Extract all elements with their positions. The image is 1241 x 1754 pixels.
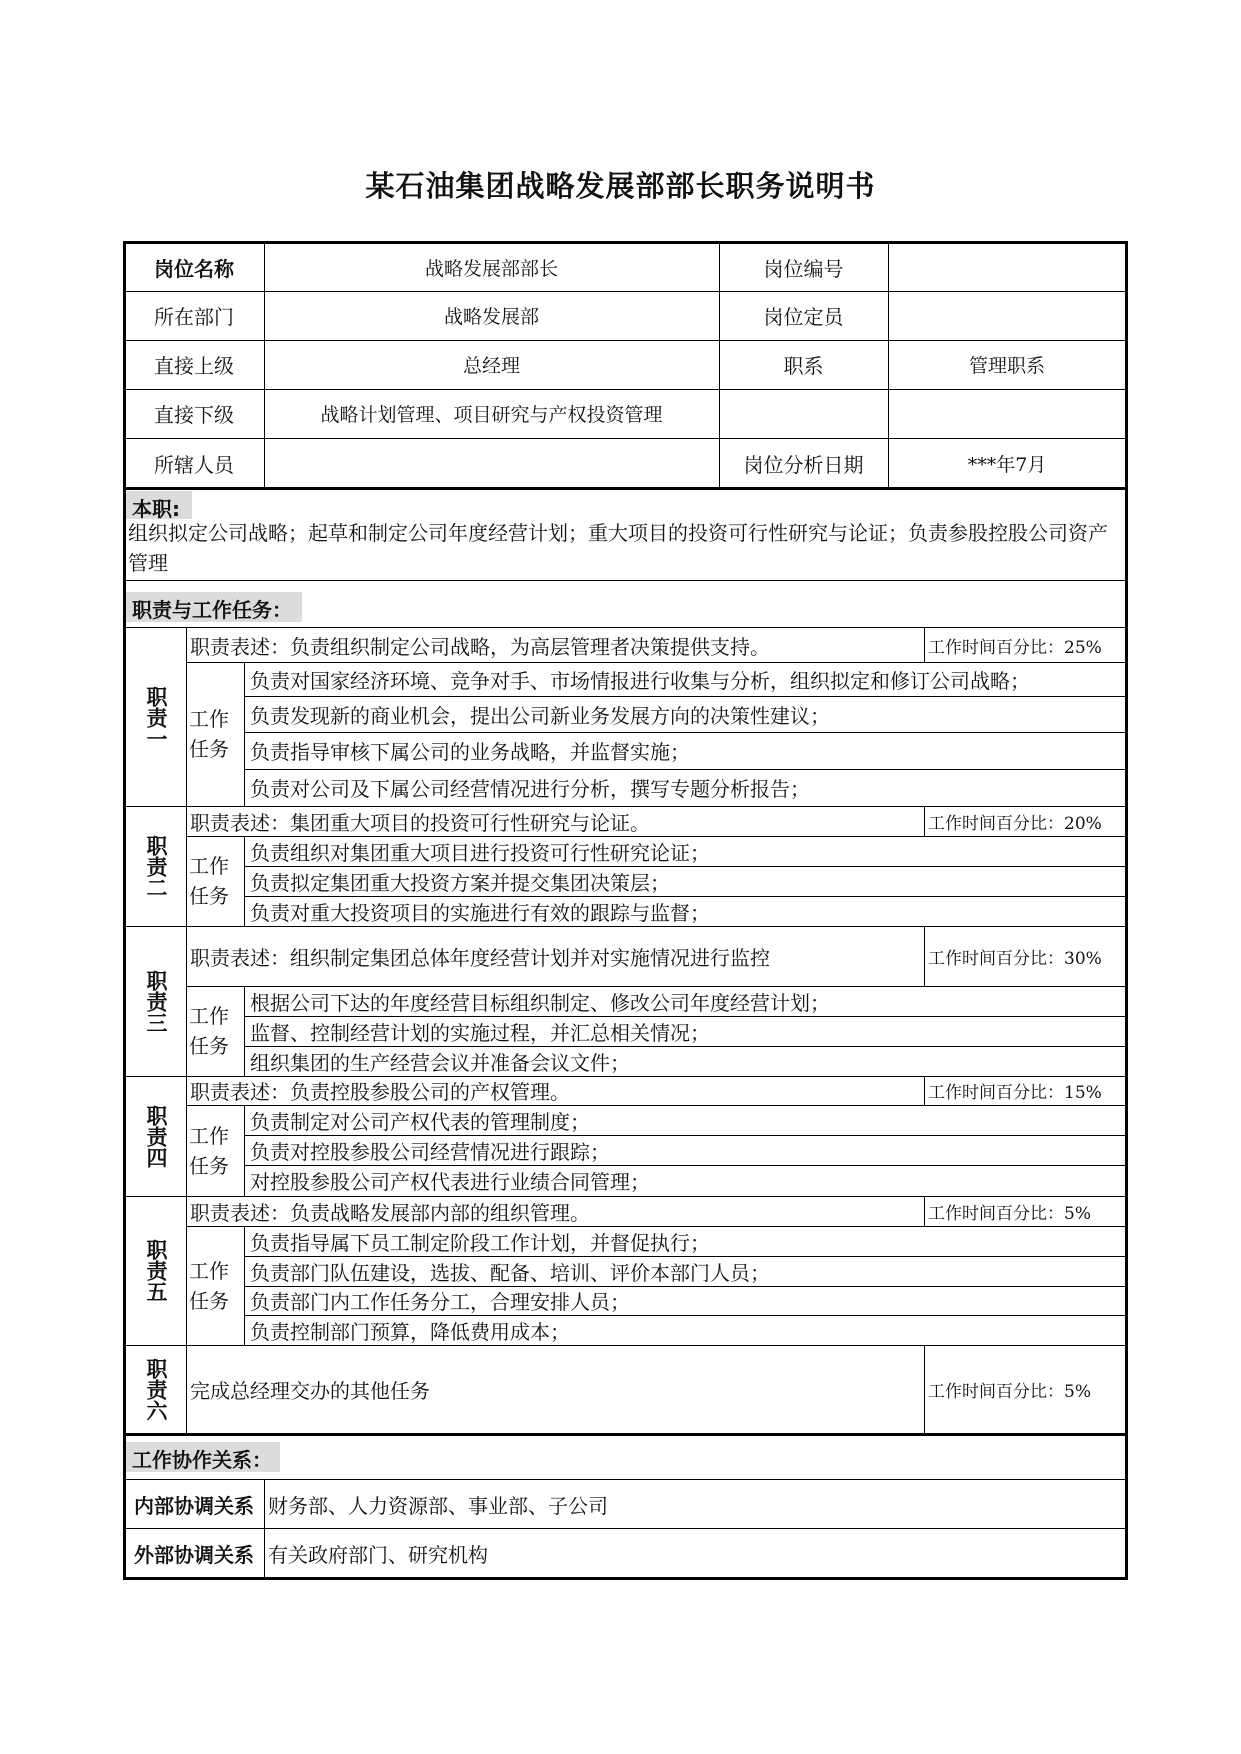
duty-4-percent: 工作时间百分比：15% (928, 1083, 1102, 1103)
duty-4-task-3: 对控股参股公司产权代表进行业绩合同管理； (250, 1170, 650, 1194)
subordinate-value: 战略计划管理、项目研究与产权投资管理 (320, 404, 663, 426)
duty-2-task-label: 工作任务 (189, 854, 229, 908)
analysis-date-value: ***年7月 (967, 453, 1047, 476)
headcount-value (888, 291, 1126, 340)
duty-3-task-3: 组织集团的生产经营会议并准备会议文件； (250, 1050, 630, 1075)
duty-5-statement: 职责表述：负责战略发展部内部的组织管理。 (190, 1200, 590, 1225)
duty-6-statement: 完成总经理交办的其他任务 (190, 1379, 430, 1403)
duty-5-task-1: 负责指导属下员工制定阶段工作计划，并督促执行； (250, 1230, 710, 1255)
external-relations-label: 外部协调关系 (134, 1542, 254, 1567)
duty-5-task-4: 负责控制部门预算，降低费用成本； (250, 1319, 570, 1344)
duty-6-label: 职责六 (144, 1358, 168, 1421)
duty-5-task-label: 工作任务 (189, 1258, 229, 1313)
duty-3-task-label: 工作任务 (189, 1004, 229, 1058)
staff-value (264, 438, 719, 488)
job-family-value: 管理职系 (968, 355, 1045, 377)
duty-2-label: 职责二 (144, 834, 168, 898)
duty-1-task-label: 工作任务 (189, 707, 229, 761)
duty-1-percent: 工作时间百分比：25% (928, 637, 1102, 658)
subordinate-label: 直接下级 (154, 403, 234, 427)
position-name-value: 战略发展部部长 (424, 257, 558, 280)
duty-3-percent: 工作时间百分比：30% (928, 948, 1102, 969)
job-family-label: 职系 (783, 354, 824, 378)
document-title: 某石油集团战略发展部部长职务说明书 (365, 169, 876, 203)
duty-5-task-2: 负责部门队伍建设，选拔、配备、培训、评价本部门人员； (250, 1260, 770, 1285)
duty-2-task-2: 负责拟定集团重大投资方案并提交集团决策层； (250, 870, 670, 895)
duty-1-task-3: 负责指导审核下属公司的业务战略，并监督实施； (250, 740, 690, 764)
internal-relations-label: 内部协调关系 (134, 1493, 254, 1518)
position-code-label: 岗位编号 (763, 256, 844, 281)
analysis-date-label: 岗位分析日期 (743, 452, 864, 477)
core-duty-text: 组织拟定公司战略；起草和制定公司年度经营计划；重大项目的投资可行性研究与论证；负责参股控股公司资产管理 (128, 521, 1108, 575)
internal-relations-value: 财务部、人力资源部、事业部、子公司 (268, 1493, 608, 1518)
position-name-label: 岗位名称 (154, 256, 234, 281)
duty-4-statement: 职责表述：负责控股参股公司的产权管理。 (190, 1080, 570, 1104)
duty-1-task-2: 负责发现新的商业机会，提出公司新业务发展方向的决策性建议； (250, 703, 830, 728)
superior-label: 直接上级 (154, 354, 234, 378)
duty-1-task-1: 负责对国家经济环境、竞争对手、市场情报进行收集与分析，组织拟定和修订公司战略； (250, 668, 1030, 693)
duty-2-percent: 工作时间百分比：20% (928, 813, 1102, 834)
core-duty-label: 本职: (126, 491, 192, 519)
headcount-label: 岗位定员 (763, 305, 844, 329)
duty-3-task-2: 监督、控制经营计划的实施过程，并汇总相关情况； (250, 1020, 710, 1045)
duty-4-label: 职责四 (144, 1104, 168, 1168)
duty-5-percent: 工作时间百分比：5% (928, 1203, 1091, 1224)
duty-2-statement: 职责表述：集团重大项目的投资可行性研究与论证。 (190, 810, 650, 835)
external-relations-value: 有关政府部门、研究机构 (268, 1542, 488, 1567)
department-label: 所在部门 (154, 305, 234, 329)
duty-2-task-1: 负责组织对集团重大项目进行投资可行性研究论证； (250, 840, 710, 865)
superior-value: 总经理 (462, 355, 520, 377)
duty-3-task-1: 根据公司下达的年度经营目标组织制定、修改公司年度经营计划； (250, 990, 830, 1015)
duties-section-label: 职责与工作任务： (126, 592, 302, 622)
department-value: 战略发展部 (443, 306, 539, 328)
position-code-value (888, 243, 1126, 291)
duty-2-task-3: 负责对重大投资项目的实施进行有效的跟踪与监督； (250, 900, 710, 925)
duty-4-task-label: 工作任务 (189, 1123, 229, 1178)
duty-1-statement: 职责表述：负责组织制定公司战略，为高层管理者决策提供支持。 (190, 634, 770, 659)
duty-4-task-1: 负责制定对公司产权代表的管理制度； (250, 1109, 590, 1134)
duty-4-task-2: 负责对控股参股公司经营情况进行跟踪； (250, 1139, 610, 1164)
relations-section-label: 工作协作关系： (126, 1442, 280, 1472)
duty-3-label: 职责三 (144, 969, 168, 1033)
duty-1-label: 职责一 (144, 685, 168, 749)
duty-5-label: 职责五 (144, 1239, 168, 1302)
duty-1-task-4: 负责对公司及下属公司经营情况进行分析，撰写专题分析报告； (250, 777, 810, 801)
staff-label: 所辖人员 (154, 452, 234, 477)
duty-6-percent: 工作时间百分比：5% (928, 1382, 1091, 1402)
duty-3-statement: 职责表述：组织制定集团总体年度经营计划并对实施情况进行监控 (190, 945, 770, 970)
duty-5-task-3: 负责部门内工作任务分工，合理安排人员； (250, 1290, 630, 1314)
